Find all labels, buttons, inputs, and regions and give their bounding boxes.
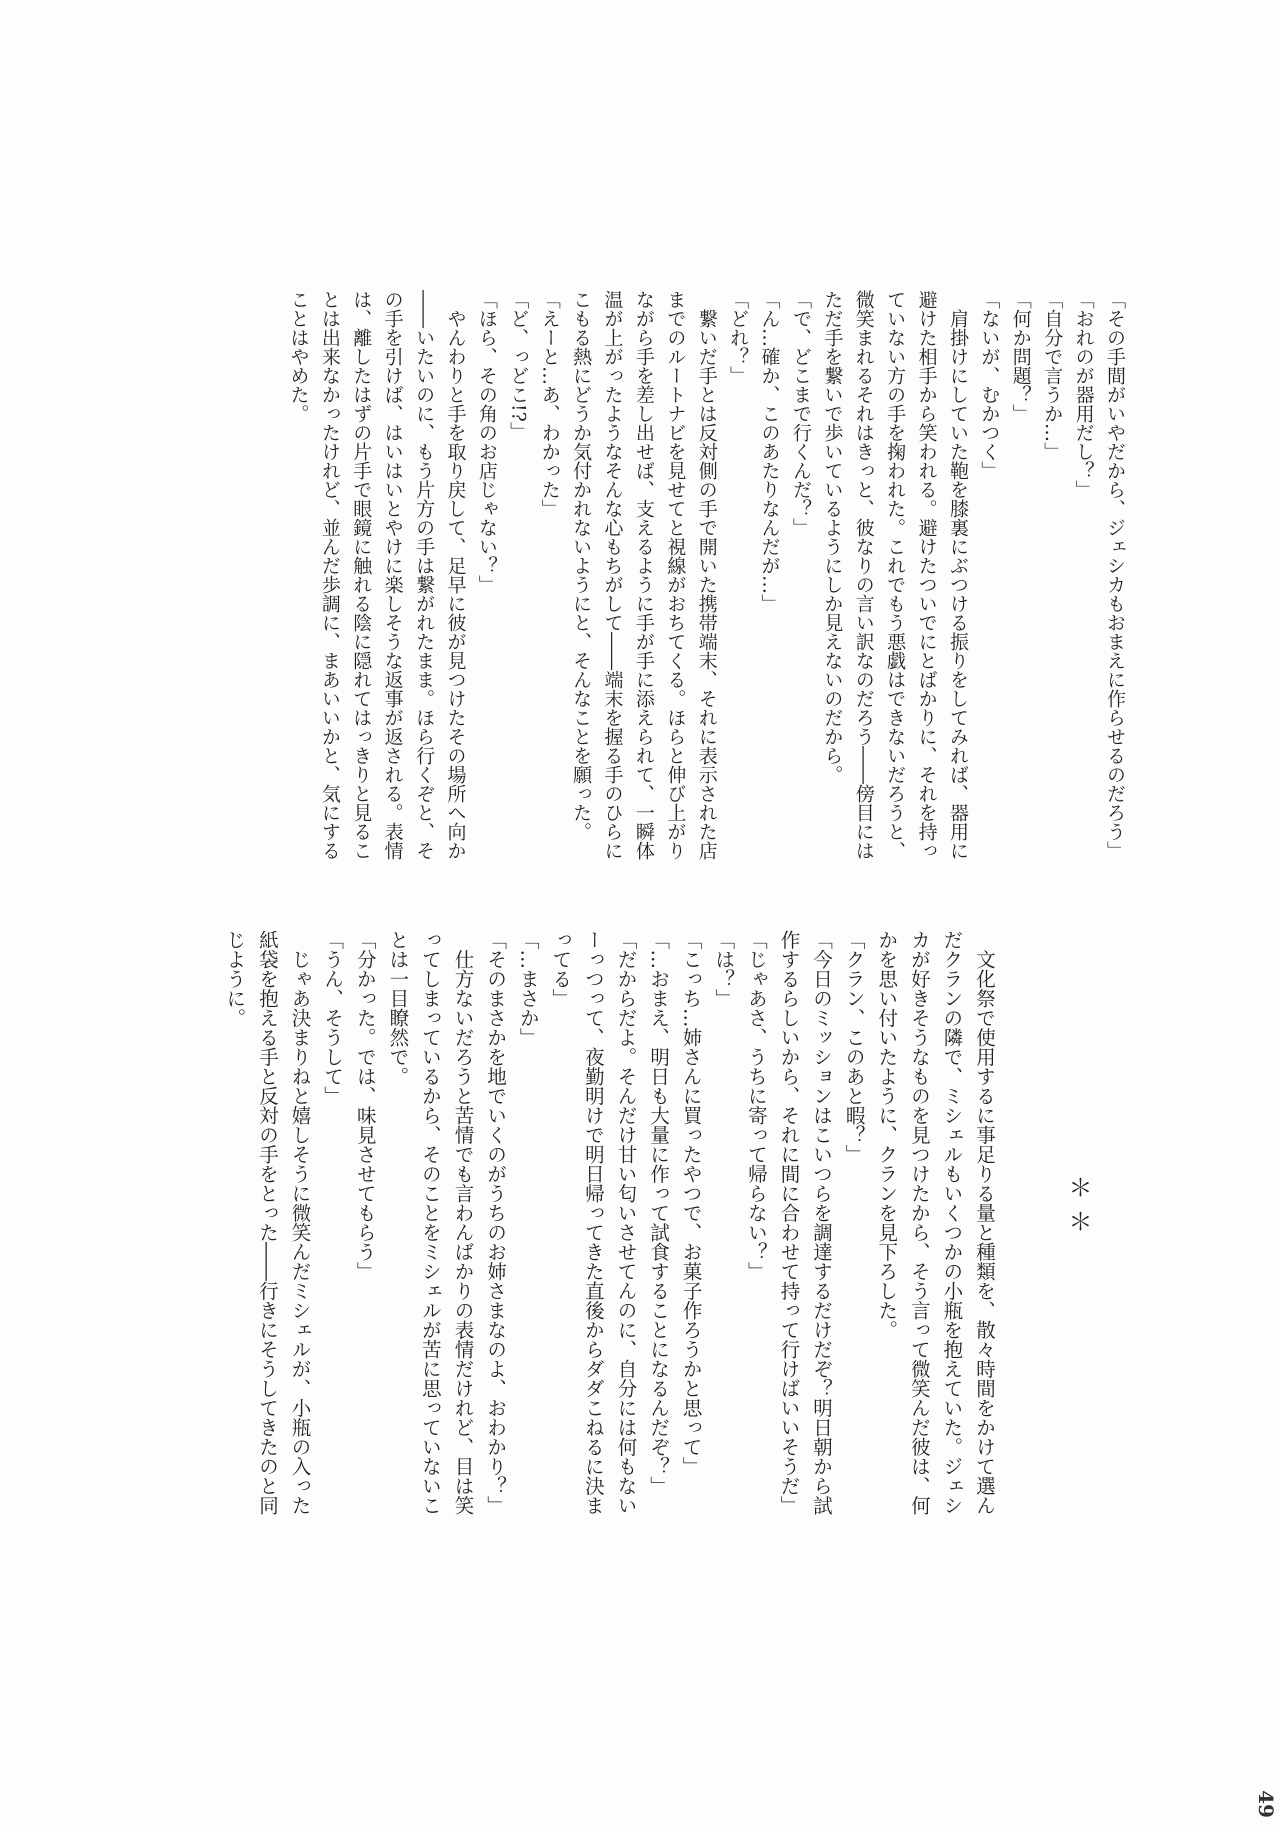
text-column: かを思い付いたように、クランを見下ろした。 — [875, 930, 899, 1340]
text-column: 繋いだ手とは反対側の手で開いた携帯端末、それに表示された店 — [695, 290, 718, 860]
text-column: ていない方の手を掬われた。これでもう悪戯はできないだろうと、 — [884, 290, 907, 860]
text-column: 「えーと…あ、わかった」 — [538, 290, 561, 518]
upper-text-block — [282, 290, 1130, 860]
text-column: ってる」 — [549, 930, 573, 1008]
text-column: 「うん、そうして」 — [321, 930, 345, 1106]
text-column: 「…まさか」 — [516, 930, 540, 1047]
text-column: カが好きそうなものを見つけたから、そう言って微笑んだ彼は、何 — [907, 930, 931, 1515]
text-column: 「は？」 — [712, 930, 736, 1008]
text-column: 「ん…確か、このあたりなんだが…」 — [758, 290, 781, 613]
text-column: ってしまっているから、そのことをミシェルが苦に思っていないこ — [418, 930, 442, 1515]
text-column: 「そのまさかを地でいくのがうちのお姉さまなのよ、おわかり？」 — [484, 930, 508, 1515]
text-column: 「だからだよ。そんだけ甘い匂いさせてんのに、自分には何もない — [614, 930, 638, 1515]
page-number: 49 — [1253, 1790, 1278, 1818]
text-column: 微笑まれるそれはきっと、彼なりの言い訳なのだろう――傍目には — [852, 290, 875, 860]
text-column: 「ないが、むかつく」 — [978, 290, 1001, 480]
text-column: 「ほら、その角のお店じゃない？」 — [475, 290, 498, 594]
text-column: こもる熱にどうか気付かれないようにと、そんなことを願った。 — [570, 290, 593, 841]
text-column: 「分かった。では、味見させてもらう」 — [353, 930, 377, 1281]
text-column: 「その手間がいやだから、ジェシカもおまえに作らせるのだろう」 — [1104, 290, 1126, 860]
text-column: の手を引けば、はいはいとやけに楽しそうな返事が返される。表情 — [381, 290, 404, 860]
text-column: とは出来なかったけれど、並んだ歩調に、まあいいかと、気にする — [318, 290, 341, 860]
text-column: やんわりと手を取り戻して、足早に彼が見つけたその場所へ向か — [444, 290, 467, 860]
lower-text-block — [218, 930, 1000, 1515]
text-column: 「何か問題？」 — [1009, 290, 1032, 423]
text-column: 温が上がったようなそんな心もちがして――端末を握る手のひらに — [601, 290, 624, 860]
text-column: 「こっち…姉さんに買ったやつで、お菓子作ろうかと思って」 — [679, 930, 703, 1476]
text-column: 避けた相手から笑われる。避けたついでにとばかりに、それを持っ — [915, 290, 938, 860]
text-column: は、離したはずの片手で眼鏡に触れる陰に隠れてはっきりと見るこ — [350, 290, 373, 860]
text-column: 「自分で言うか…」 — [1041, 290, 1064, 461]
text-column: 文化祭で使用するに事足りる量と種類を、散々時間をかけて選ん — [973, 930, 996, 1515]
scene-separator: ＊＊ — [1064, 1175, 1092, 1243]
text-column: ただ手を繋いで歩いているようにしか見えないのだから。 — [821, 290, 844, 784]
text-column: だクランの隣で、ミシェルもいくつかの小瓶を抱えていた。ジェシ — [940, 930, 964, 1515]
text-column: 肩掛けにしていた鞄を膝裏にぶつける振りをしてみれば、器用に — [946, 290, 969, 860]
text-column: じゃあ決まりねと嬉しそうに微笑んだミシェルが、小瓶の入った — [288, 930, 312, 1515]
text-column: 「今日のミッションはこいつらを調達するだけだぞ？明日朝から試 — [810, 930, 834, 1515]
text-column: 「…おまえ、明日も大量に作って試食することになるんだぞ？」 — [647, 930, 671, 1496]
text-column: 「ど、っどこ!?」 — [507, 290, 530, 441]
text-column: ながら手を差し出せば、支えるように手が手に添えられて、一瞬体 — [632, 290, 655, 860]
text-column: じように。 — [223, 930, 247, 1028]
text-column: とは一目瞭然で。 — [386, 930, 410, 1086]
text-column: 「クラン、このあと暇？」 — [842, 930, 866, 1164]
text-column: 「どれ？」 — [727, 290, 750, 385]
text-column: ――いたいのに、もう片方の手は繋がれたまま。ほら行くぞと、そ — [413, 290, 436, 860]
text-column: 仕方ないだろうと苦情でも言わんばかりの表情だけれど、目は笑 — [451, 930, 475, 1515]
text-column: ーっつって、夜勤明けで明日帰ってきた直後からダダこねるに決ま — [581, 930, 605, 1515]
text-column: 「で、どこまで行くんだ？」 — [789, 290, 812, 537]
text-column: 作するらしいから、それに間に合わせて持って行けばいいそうだ」 — [777, 930, 801, 1515]
text-column: 紙袋を抱える手と反対の手をとった――行きにそうしてきたのと同 — [255, 930, 279, 1515]
text-column: ことはやめた。 — [287, 290, 310, 423]
text-column: 「おれのが器用だし？」 — [1072, 290, 1095, 499]
text-column: までのルートナビを見せてと視線がおちてくる。ほらと伸び上がり — [664, 290, 687, 860]
text-column: 「じゃあさ、うちに寄って帰らない？」 — [744, 930, 768, 1281]
